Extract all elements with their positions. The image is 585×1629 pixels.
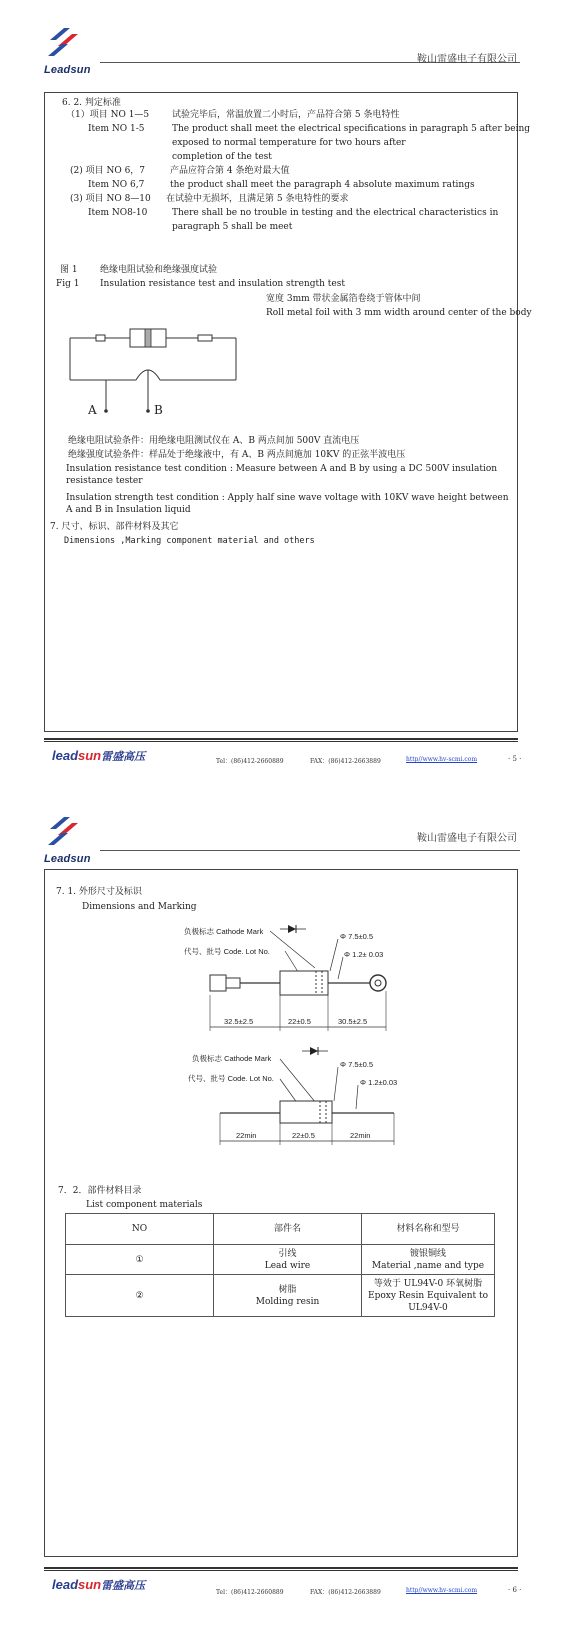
s62-l2-en-a: Item NO 6,7 [88,180,145,190]
footer-logo [52,748,145,764]
d2-len-right: 22min [350,1131,371,1140]
d2-cathode-label: 负极标志 Cathode Mark [192,1054,272,1063]
footer-fax: FAX：(86)412-2663889 [310,1589,381,1596]
table-header-row [66,1214,495,1245]
s62-l3-en-b: There shall be no trouble in testing and the electrical characteristics in [172,208,499,218]
s62-l2-cn-b: 产品应符合第 4 条绝对最大值 [170,166,290,176]
footer-logo-cn: 雷盛高压 [101,1580,146,1592]
footer-logo [52,1577,145,1593]
cond1-en: Insulation resistance test condition : Measure between A and B by using a DC 500V insulation resistance tester [66,464,498,486]
footer-rule [44,738,518,742]
cond2-cn: 绝缘强度试验条件：样品处于绝缘液中，有 A、B 两点间施加 10KV 的正弦半波电压 [68,450,406,460]
page-number: · 5 · [508,755,522,763]
s62-l3-en-c: paragraph 5 shall be meet [172,222,293,232]
d1-len-left: 32.5±2.5 [224,1017,254,1026]
footer-logo-sun: sun [78,1577,102,1592]
footer-tel: Tel：(86)412-2660889 [216,1589,284,1596]
row1-material [362,1245,495,1275]
d2-len-body: 22±0.5 [292,1131,315,1140]
th-material: 材料名称和型号 [362,1214,495,1245]
foil-en: Roll metal foil with 3 mm width around center of the body [266,308,532,318]
s62-l1-en-d: completion of the test [172,152,272,162]
s7-cn: 7. 尺寸、标识、部件材料及其它 [50,522,179,532]
s62-l2-cn-a: (2) 项目 NO 6，7 [70,166,146,176]
cond2-en: Insulation strength test condition : Apply half sine wave voltage with 10KV wave height between A and B in Insulation liquid [66,493,509,515]
s62-l3-cn-b: 在试验中无损坏，且满足第 5 条电特性的要求 [166,194,349,204]
row2-part-en: Molding resin [255,1296,320,1307]
fig-en-title: Insulation resistance test and insulation strength test [100,279,345,289]
row2-part [214,1275,362,1317]
footer-url-link[interactable]: http//www.hv-scmi.com [406,1587,478,1594]
s62-l1-cn-a: （1）项目 NO 1—5 [66,110,150,120]
row2-material [362,1275,495,1317]
s62-title: 6. 2. 判定标准 [62,98,121,108]
materials-table [65,1213,495,1317]
fig-cn-label: 图 1 [60,265,78,275]
d2-dia-lead: Φ 1.2±0.03 [360,1078,398,1087]
leadsun-logo [44,815,108,867]
test-circuit-diagram [60,320,260,420]
company-name: 鞍山雷盛电子有限公司 [417,833,517,844]
s71-en: Dimensions and Marking [82,902,197,912]
leadsun-logo-icon [44,26,84,62]
s62-l1-en-c: exposed to normal temperature for two hours after [172,138,406,148]
s62-l1-en-a: Item NO 1-5 [88,124,145,134]
s62-l3-cn-a: (3) 项目 NO 8—10 [70,194,151,204]
row1-no: ① [66,1245,214,1275]
row1-part-en: Lead wire [264,1260,311,1271]
row1-part-cn: 引线 [278,1248,297,1259]
foil-cn: 宽度 3mm 带状金属箔卷绕于管体中间 [266,294,421,304]
row2-mat-c: UL94V-0 [408,1302,448,1313]
d1-cathode-label: 负极标志 Cathode Mark [184,927,264,936]
d2-dia-body: Φ 7.5±0.5 [340,1060,374,1069]
leadsun-logo [44,26,108,78]
s72-en: List component materials [86,1200,203,1210]
d2-len-left: 22min [236,1131,257,1140]
footer-logo-lead: lead [52,748,79,763]
logo-text: Leadsun [44,853,91,865]
row1-mat-a: 镀银铜线 [409,1248,446,1259]
footer-url-link[interactable]: http//www.hv-scmi.com [406,756,478,763]
terminal-b-label: B [154,403,163,417]
terminal-a-label: A [88,403,97,417]
s71-cn: 7. 1. 外形尺寸及标识 [56,887,142,897]
footer-logo-lead: lead [52,1577,79,1592]
row2-no: ② [66,1275,214,1317]
row2-part-cn: 树脂 [278,1284,297,1295]
row1-part [214,1245,362,1275]
d1-dia-body: Φ 7.5±0.5 [340,932,374,941]
table-row [66,1275,495,1317]
d1-len-right: 30.5±2.5 [338,1017,368,1026]
footer-logo-cn: 雷盛高压 [101,751,146,763]
company-name: 鞍山雷盛电子有限公司 [417,54,517,65]
s62-l1-en-b: The product shall meet the electrical specifications in paragraph 5 after being [172,124,531,134]
logo-text: Leadsun [44,64,91,76]
page-6 [0,815,585,1629]
s62-l2-en-b: the product shall meet the paragraph 4 absolute maximum ratings [170,180,475,190]
d1-len-body: 22±0.5 [288,1017,311,1026]
row2-mat-a: 等效于 UL94V-0 环氧树脂 [373,1278,483,1289]
d1-dia-lead: Φ 1.2± 0.03 [344,950,384,959]
footer-fax: FAX：(86)412-2663889 [310,758,381,765]
s72-cn: 7．2．部件材料目录 [58,1186,142,1196]
fig-cn-title: 绝缘电阻试验和绝缘强度试验 [100,265,218,275]
th-part: 部件名 [214,1214,362,1245]
row2-mat-b: Epoxy Resin Equivalent to [368,1290,488,1301]
d1-code-label: 代号、批号 Code. Lot No. [184,947,270,956]
footer-rule [44,1567,518,1571]
page-number: · 6 · [508,1586,522,1594]
dimension-drawing-2 [188,1045,418,1145]
row1-mat-b: Material ,name and type [371,1260,485,1271]
s62-l3-en-a: Item NO8-10 [88,208,148,218]
cond1-cn: 绝缘电阻试验条件：用绝缘电阻测试仪在 A、B 两点间加 500V 直流电压 [68,436,360,446]
th-no: NO [66,1214,214,1245]
footer-logo-sun: sun [78,748,102,763]
s7-en: Dimensions ,Marking component material and others [64,536,315,546]
d2-code-label: 代号、批号 Code. Lot No. [188,1074,274,1083]
dimension-drawing-1 [180,923,410,1043]
fig-en-label: Fig 1 [56,279,80,289]
leadsun-logo-icon [44,815,84,851]
header-rule [100,850,520,851]
footer-tel: Tel：(86)412-2660889 [216,758,284,765]
table-row [66,1245,495,1275]
s62-l1-cn-b: 试验完毕后，常温放置二小时后，产品符合第 5 条电特性 [172,110,400,120]
